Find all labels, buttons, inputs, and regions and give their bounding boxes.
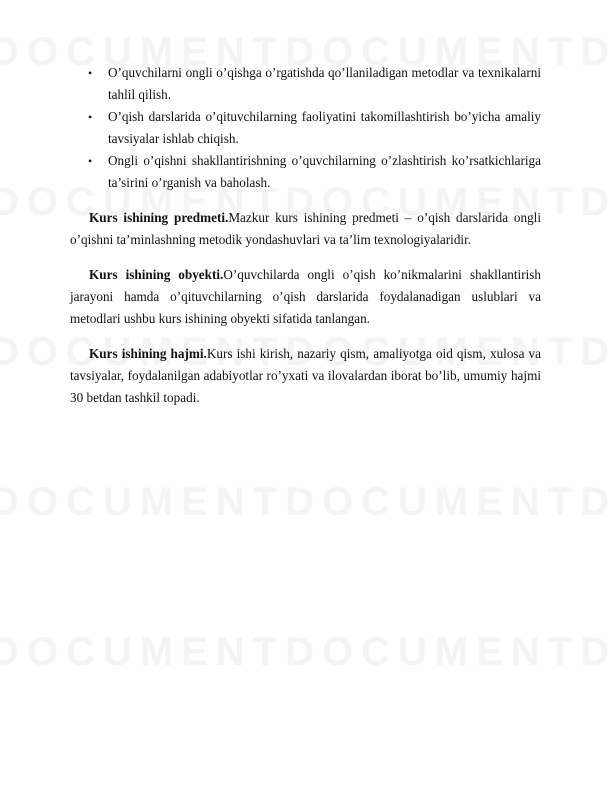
list-item: • Ongli o’qishni shakllantirishning o’quvchilarning o’zlashtirish ko’rsatkichlariga ta’sirini o’rganish va baholash. — [70, 150, 541, 194]
list-item: • O’qish darslarida o’qituvchilarning faoliyatini takomillashtirish bo’yicha amaliy tavsiyalar ishlab chiqish. — [70, 106, 541, 150]
watermark-row — [0, 630, 612, 675]
paragraph-heading: Kurs ishining hajmi. — [89, 346, 207, 361]
watermark-row — [0, 480, 612, 525]
document-page — [70, 62, 541, 409]
objectives-list — [70, 62, 541, 194]
paragraph-subject — [70, 207, 541, 251]
paragraph-volume — [70, 343, 541, 409]
paragraph-heading: Kurs ishining predmeti. — [89, 210, 229, 225]
paragraph-heading: Kurs ishining obyekti. — [89, 267, 224, 282]
paragraph-object — [70, 264, 541, 330]
paragraph-text: Mazkur kurs ishining predmeti – o’qish darslarida ongli o’qishni ta’minlashning metodik yondashuvlari va ta’lim texnologiyalaridir. — [70, 210, 542, 247]
paragraph-text: O’quvchilarda ongli o’qish ko’nikmalarini shakllantirish jarayoni hamda o’qituvchilarning o’qish darslarida foydalanadigan uslublari va metodlari ushbu kurs ishining obyekti sifatida tanlangan. — [70, 267, 542, 326]
list-item: • O’quvchilarni ongli o’qishga o’rgatishda qo’llaniladigan metodlar va texnikalarni tahlil qilish. — [70, 62, 541, 106]
paragraph-text: Kurs ishi kirish, nazariy qism, amaliyotga oid qism, xulosa va tavsiyalar, foydalanilgan adabiyotlar ro’yxati va ilovalardan iborat bo’lib, umumiy hajmi 30 betdan tashkil topadi. — [70, 346, 541, 405]
